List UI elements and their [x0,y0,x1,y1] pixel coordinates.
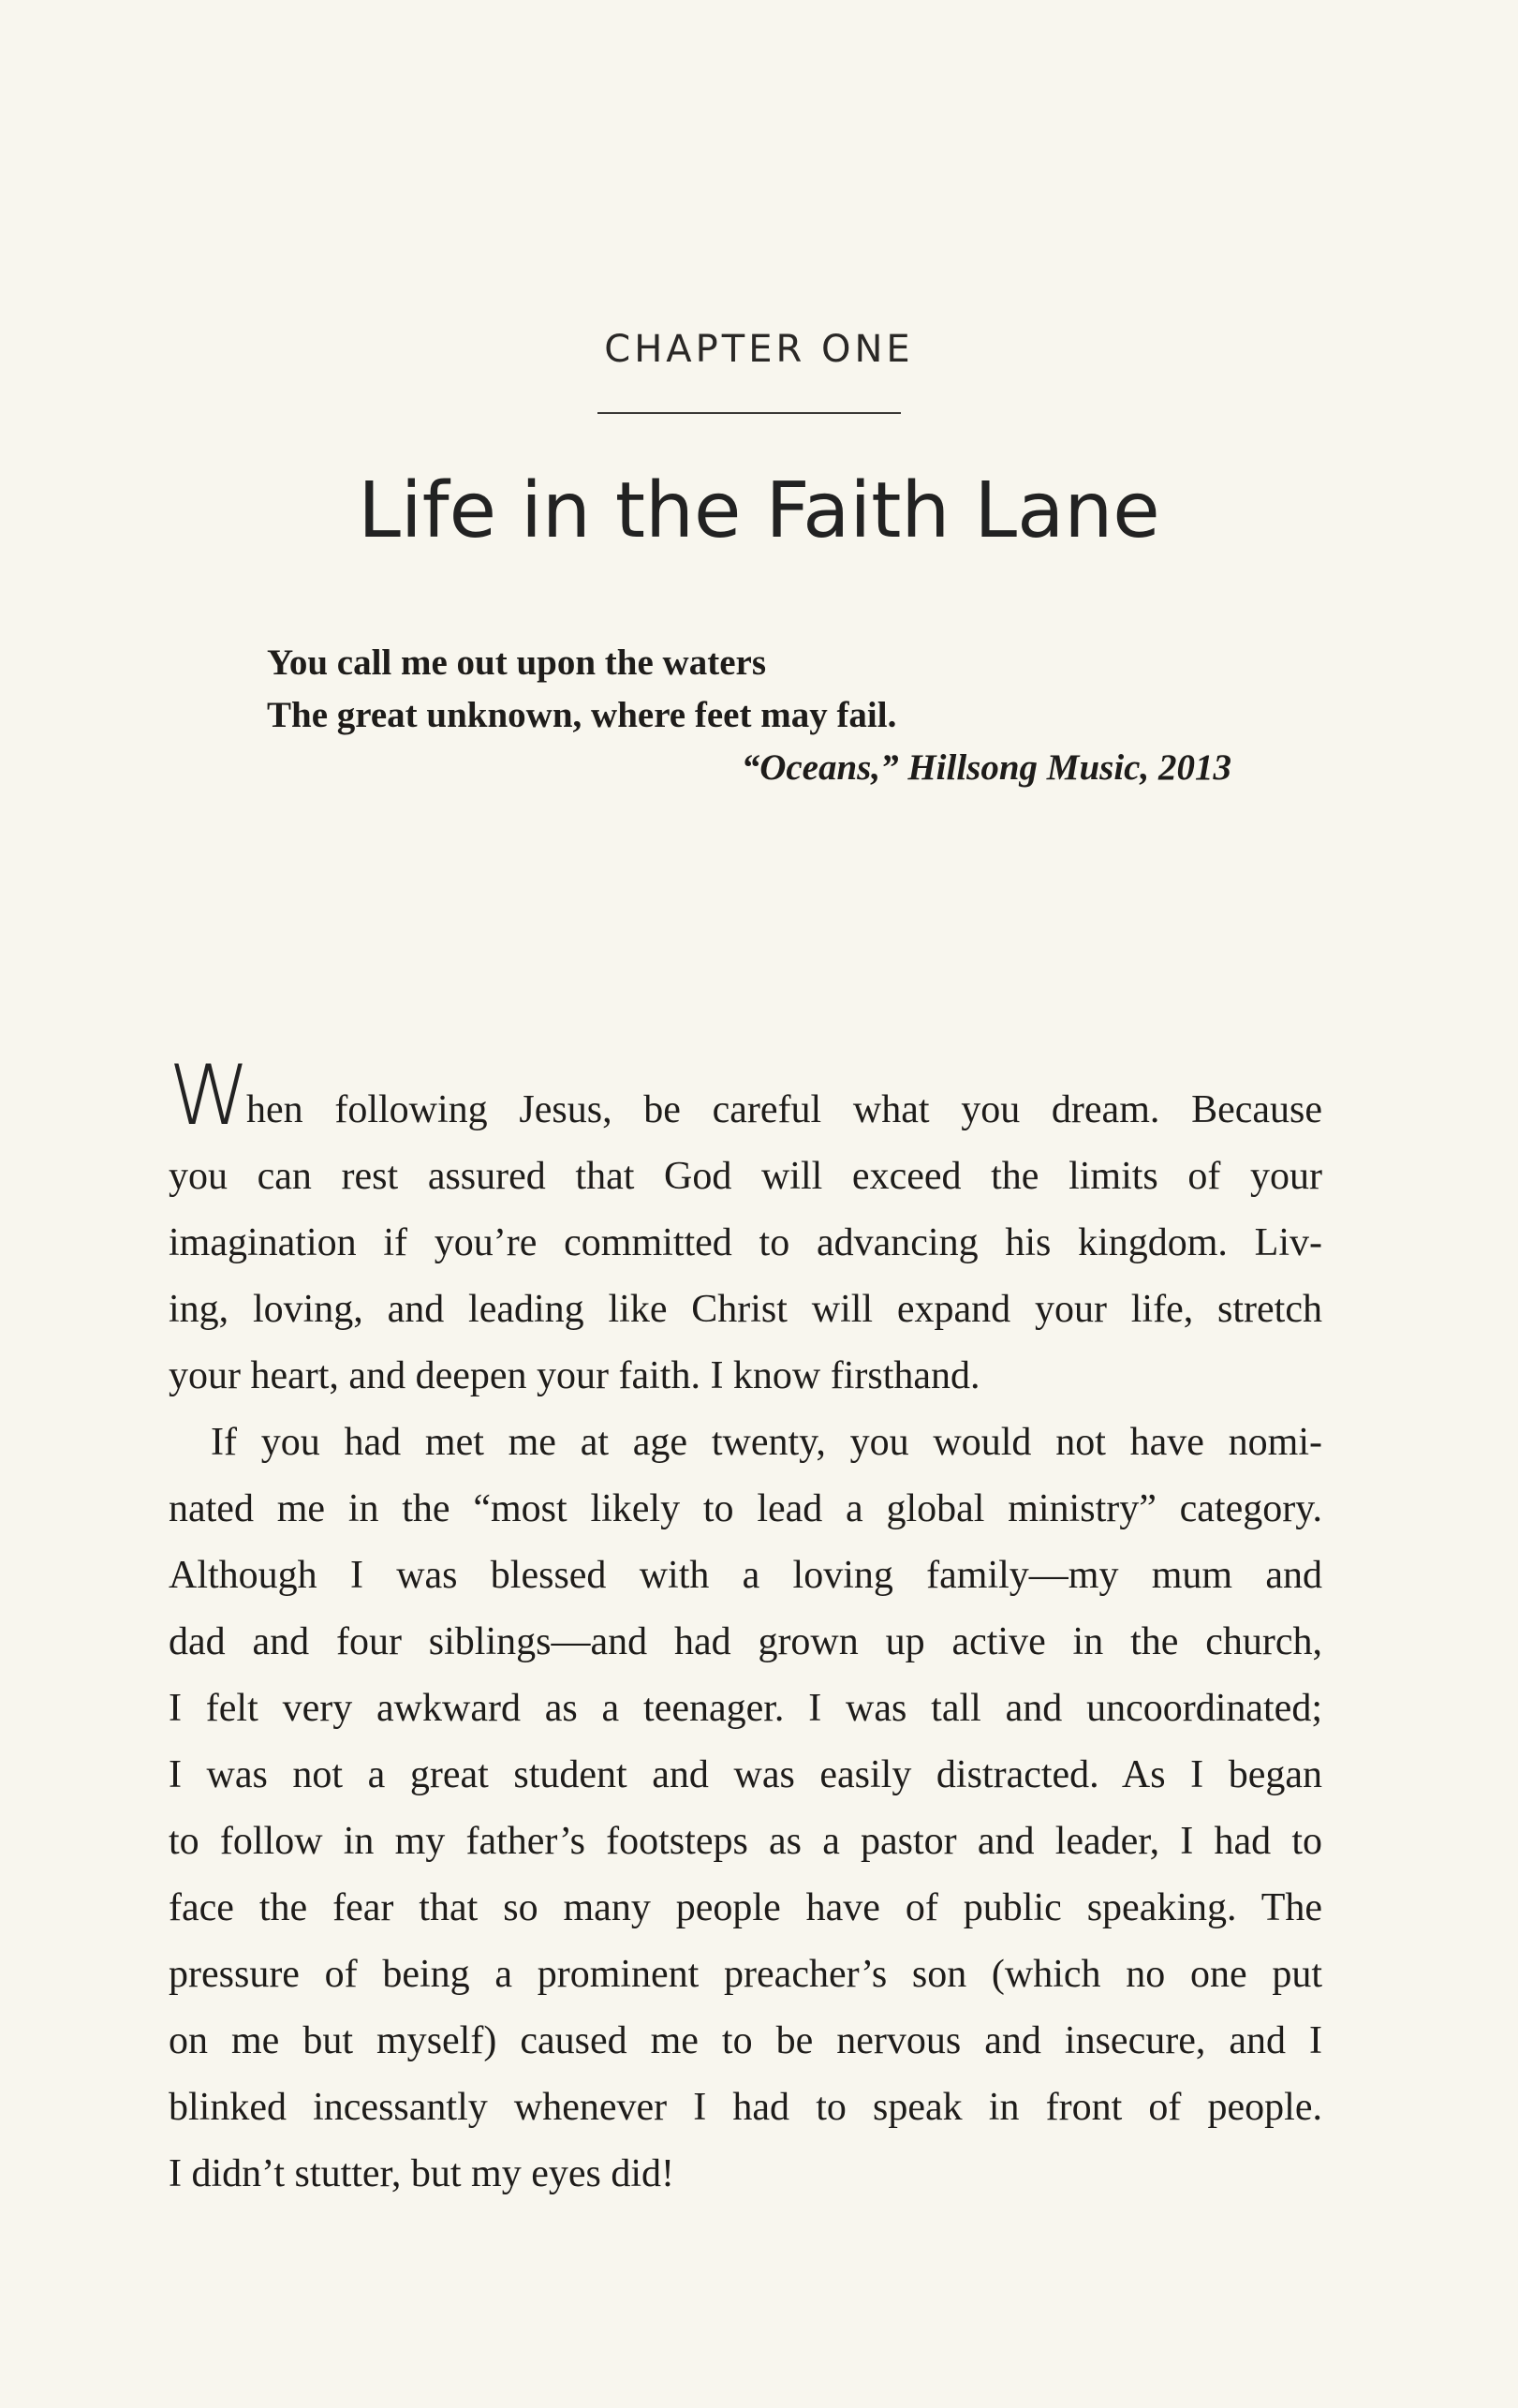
text-line: on me but myself) caused me to be nervous and insecure, and I [169,2019,1322,2062]
text-line: If you had met me at age twenty, you would not have nomi- [211,1421,1322,1464]
chapter-label: CHAPTER ONE [604,328,914,371]
text-line: nated me in the “most likely to lead a global ministry” category. [169,1487,1322,1530]
paragraph [169,1047,1322,1410]
text-line: dad and four siblings—and had grown up active in the church, [169,1620,1322,1663]
chapter-divider [597,412,901,414]
drop-cap: W [169,1047,247,1144]
paragraph [169,1410,1322,2208]
epigraph-attribution: “Oceans,” Hillsong Music, 2013 [741,747,1231,788]
text-line: you can rest assured that God will exceed the limits of your [169,1155,1322,1198]
epigraph-line: The great unknown, where feet may fail. [267,695,897,735]
text-line: imagination if you’re committed to advancing his kingdom. Liv- [169,1221,1322,1264]
epigraph-line: You call me out upon the waters [267,643,766,683]
text-line: ing, loving, and leading like Christ will expand your life, stretch [169,1288,1322,1331]
epigraph [267,637,1260,794]
text-line [169,1047,1322,1144]
chapter-title: Life in the Faith Lane [358,466,1160,555]
text-line: face the fear that so many people have of public speaking. The [169,1886,1322,1929]
text-line: your heart, and deepen your faith. I know firsthand. [169,1354,980,1397]
text-line: pressure of being a prominent preacher’s son (which no one put [169,1953,1322,1996]
text-line: blinked incessantly whenever I had to speak in front of people. [169,2086,1322,2129]
text-line: I didn’t stutter, but my eyes did! [169,2152,674,2195]
body-text [169,1047,1322,2208]
text-line: to follow in my father’s footsteps as a pastor and leader, I had to [169,1820,1322,1863]
text-line-content: hen following Jesus, be careful what you dream. Because [246,1088,1322,1131]
text-line: Although I was blessed with a loving family—my mum and [169,1554,1322,1597]
text-line: I felt very awkward as a teenager. I was tall and uncoordinated; [169,1687,1322,1730]
text-line: I was not a great student and was easily distracted. As I began [169,1753,1322,1796]
